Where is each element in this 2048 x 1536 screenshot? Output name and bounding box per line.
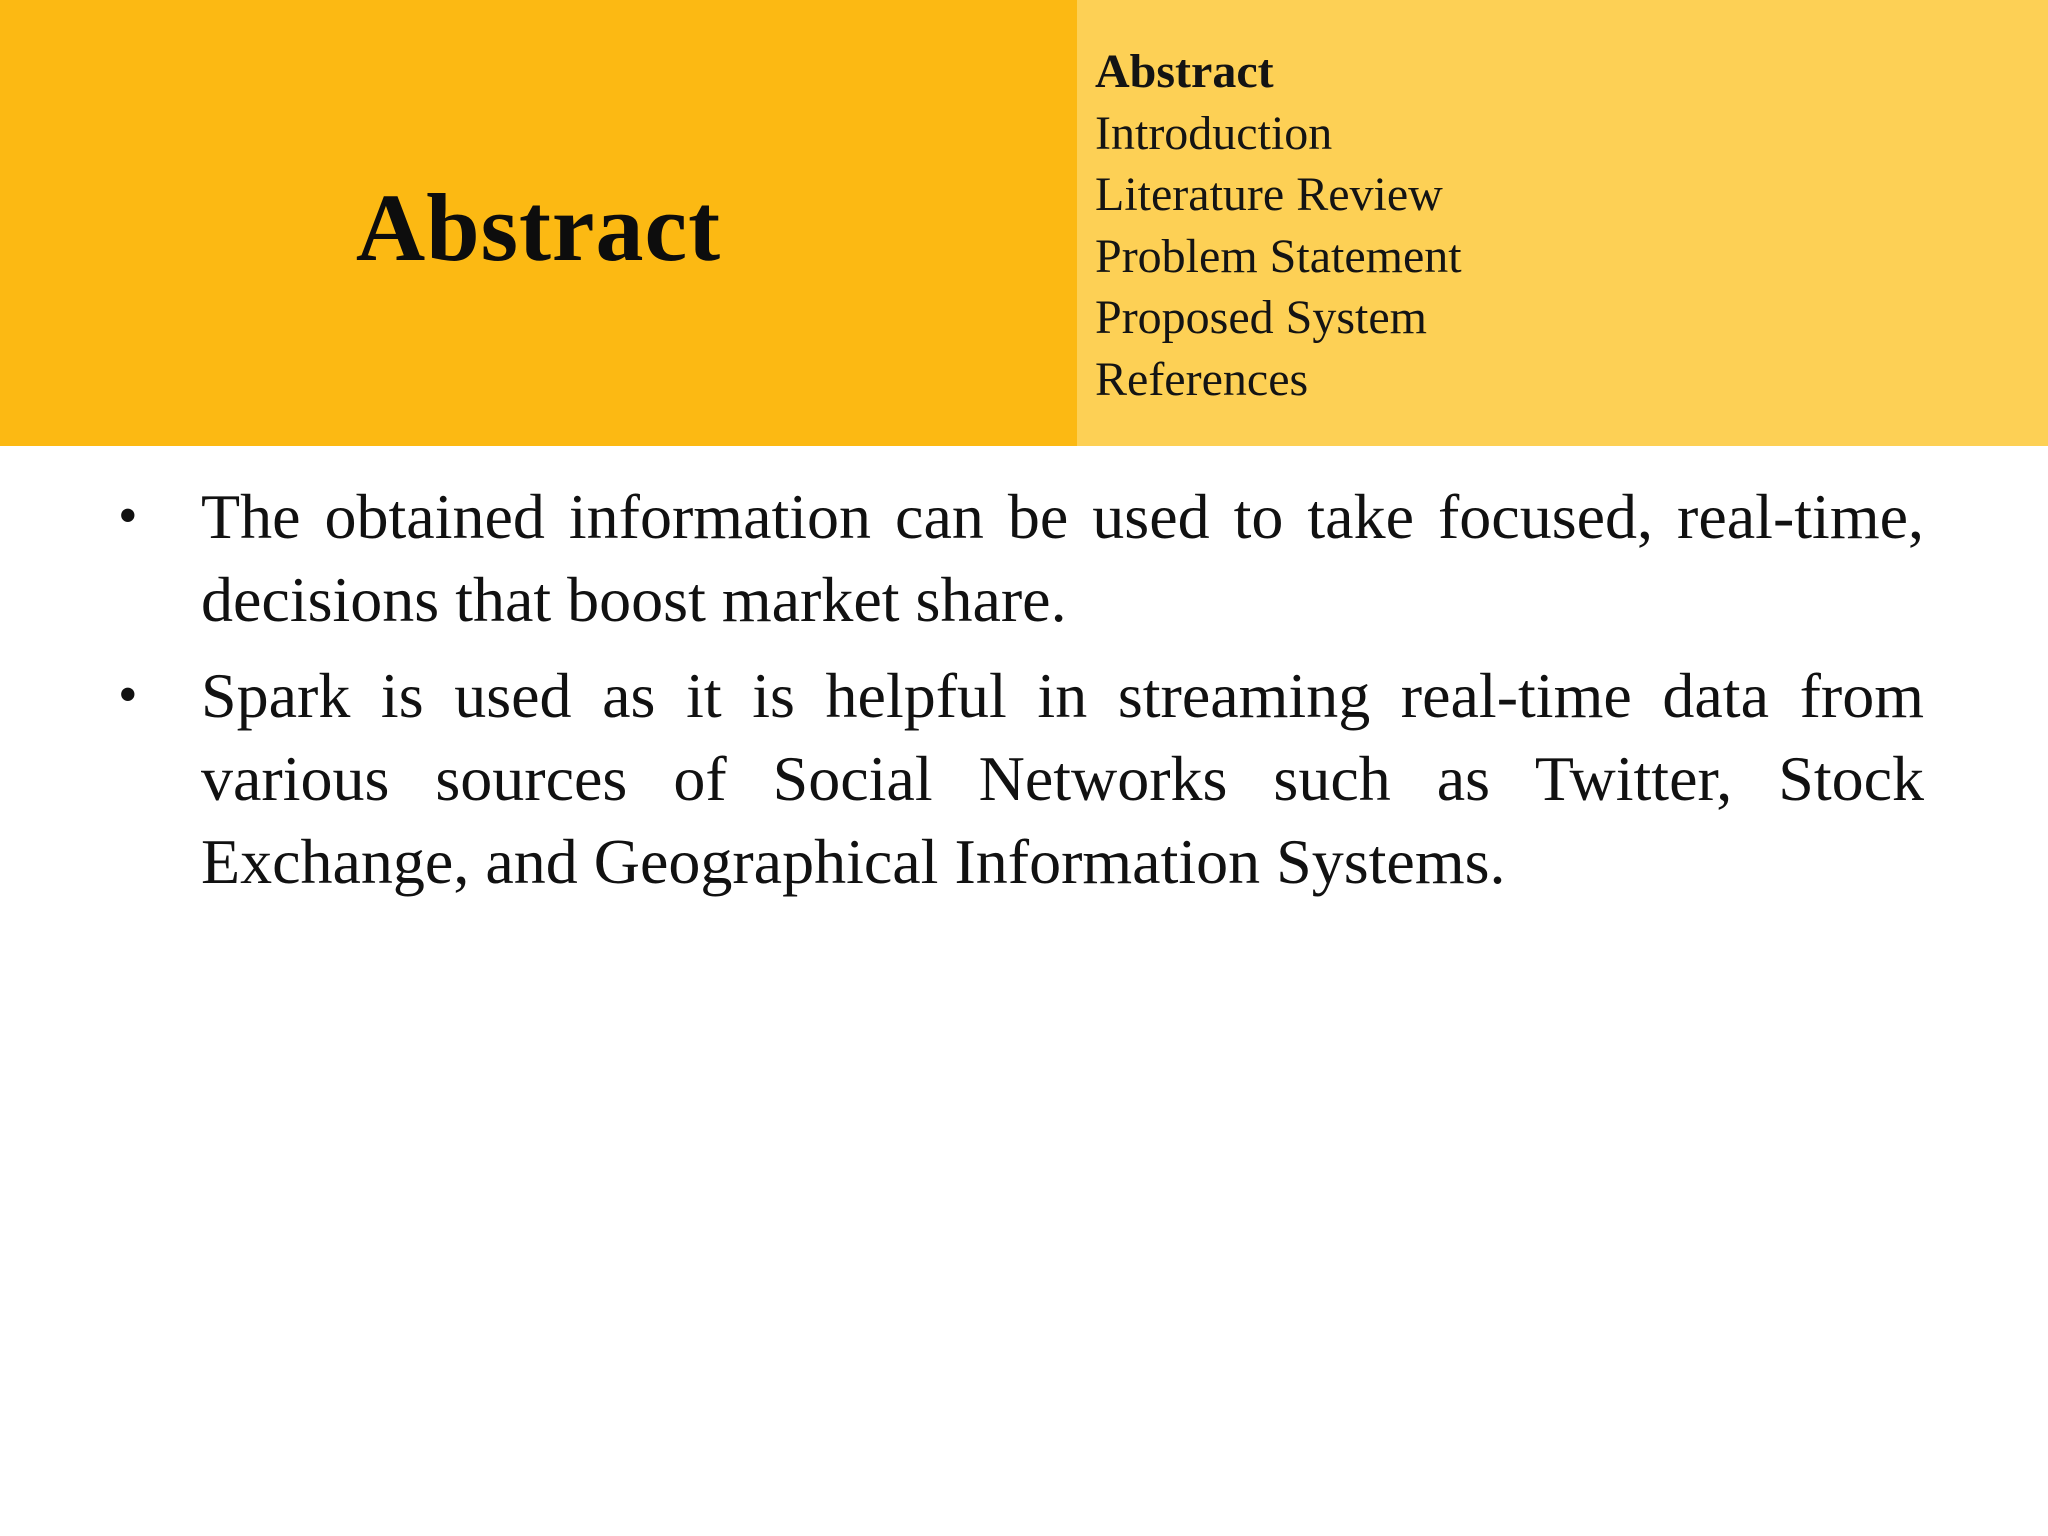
nav-item-literature-review[interactable]: Literature Review <box>1095 168 1443 221</box>
bullet-text: The obtained information can be used to take focused, real-time, decisions that boost market share. <box>201 481 1924 635</box>
nav-item-proposed-system[interactable]: Proposed System <box>1095 291 1428 344</box>
section-nav <box>1095 41 1462 410</box>
bullet-list <box>118 475 1924 916</box>
bullet-item <box>118 475 1924 641</box>
section-nav-panel <box>1077 0 2048 446</box>
bullet-item <box>118 654 1924 903</box>
nav-item-abstract[interactable]: Abstract <box>1095 45 1274 98</box>
title-panel <box>0 0 1077 446</box>
nav-item-references[interactable]: References <box>1095 352 1309 406</box>
bullet-icon: • <box>118 664 138 726</box>
slide-body <box>0 446 2048 1536</box>
nav-item-introduction[interactable]: Introduction <box>1095 106 1333 160</box>
nav-item-problem-statement[interactable]: Problem Statement <box>1095 229 1462 283</box>
bullet-text: Spark is used as it is helpful in streaming real-time data from various sources of Social Networks such as Twitter, Stock Exchange, and Geographical Information Systems. <box>201 660 1924 897</box>
bullet-icon: • <box>118 485 138 547</box>
slide-title: Abstract <box>355 173 722 281</box>
slide-header <box>0 0 2048 446</box>
